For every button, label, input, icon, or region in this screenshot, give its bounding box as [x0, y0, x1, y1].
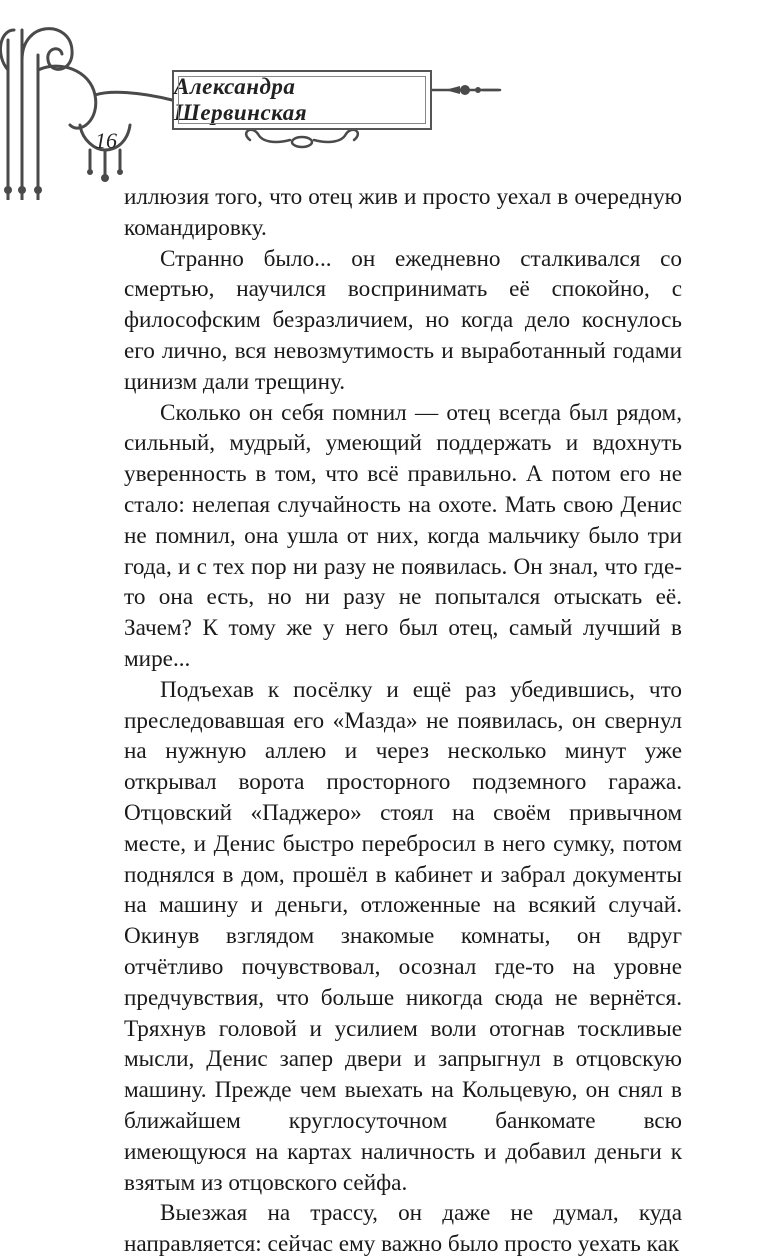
paragraph: иллюзия того, что отец жив и просто уехал в очередную командировку.	[124, 184, 682, 241]
paragraph: Странно было... он ежедневно сталкивался со смертью, научился воспринимать её спокойно, с философским безразличием, но когда дело коснулось его лично, вся невозмутимость и выработанный годами цинизм дали трещину.	[124, 245, 682, 395]
paragraph: Подъехав к посёлку и ещё раз убедившись, что преследовавшая его «Мазда» не появилась, он свернул на нужную аллею и через несколько минут уже открывал ворота просторного подземного гаража. Отцовский «Паджеро» стоял на своём привычном месте, и Денис быстро перебросил в него сумку, потом поднялся в дом, прошёл в кабинет и забрал документы на машину и деньги, отложенные на всякий случай. Окинув взглядом знакомые комнаты, он вдруг отчётливо почувствовал, осознал где-то на уровне предчувствия, что больше никогда сюда не вернётся. Тряхнув головой и усилием воли отогнав тоскливые мысли, Денис запер двери и запрыгнул в отцовскую машину. Прежде чем выехать на Кольцевую, он снял в ближайшем круглосуточном банкомате всю имеющуюся на картах наличность и добавил деньги к взятым из отцовского сейфа.	[124, 676, 682, 1196]
running-header-box	[172, 70, 432, 130]
page-number: 16	[95, 128, 117, 153]
book-body-text	[124, 182, 682, 1260]
paragraph: Сколько он себя помнил — отец всегда был рядом, сильный, мудрый, умеющий поддержать и вдохнуть уверенность в том, что всё правильно. А потом его не стало: нелепая случайность на охоте. Мать свою Денис не помнил, она ушла от них, когда мальчику было три года, и с тех пор ни разу не появилась. Он знал, что где-то она есть, но ни разу не попытался отыскать её. Зачем? К тому же у него был отец, самый лучший в мире...	[124, 399, 682, 672]
paragraph: Выезжая на трассу, он даже не думал, куда направляется: сейчас ему важно было просто уехать как	[124, 1200, 682, 1258]
running-title-author: Александра Шервинская	[174, 74, 308, 125]
